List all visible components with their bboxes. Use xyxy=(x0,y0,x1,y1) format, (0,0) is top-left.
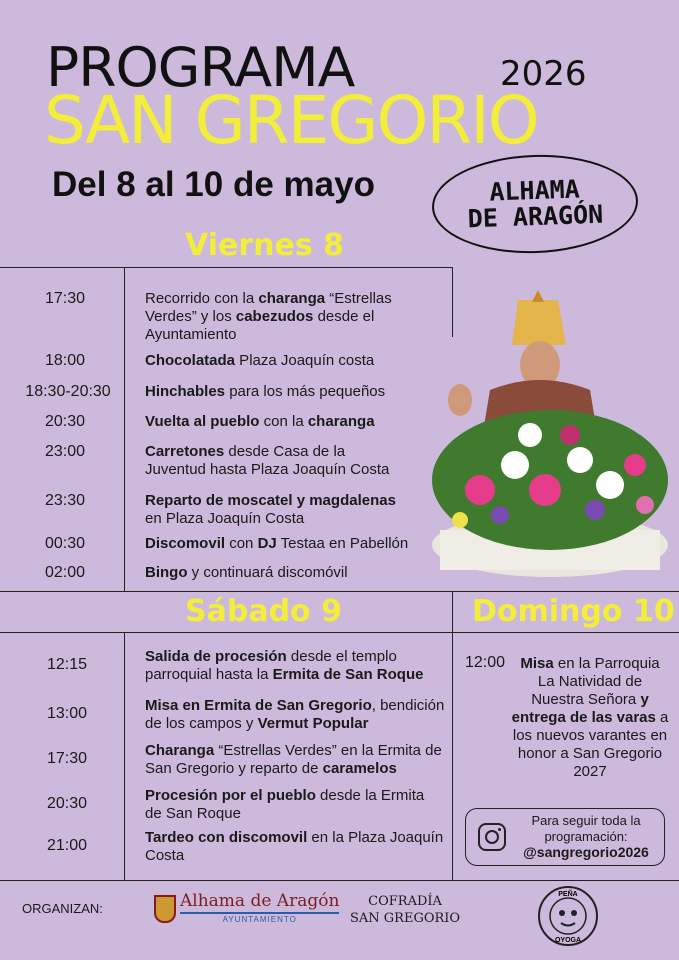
text-fragment: desde el Ayuntamiento xyxy=(145,308,375,343)
text-fragment: en la Parroquia La Natividad de Nuestra Señora xyxy=(531,655,660,708)
coat-of-arms-icon xyxy=(154,895,176,923)
sunday-title: Domingo 10 xyxy=(472,594,675,629)
event-time: 20:30 xyxy=(46,795,88,812)
social-handle[interactable]: @sangregorio2026 xyxy=(523,844,649,861)
text-fragment: desde la Ermita de San Roque xyxy=(145,787,425,822)
event-time: 00:30 xyxy=(44,535,86,552)
org1-name: Alhama de Aragón xyxy=(180,891,340,911)
highlight-text: Misa xyxy=(520,655,554,672)
text-fragment: Testaa en Pabellón xyxy=(276,535,409,552)
event-description xyxy=(145,413,410,431)
event-time: 23:00 xyxy=(44,443,86,460)
org2-line1: COFRADÍA xyxy=(368,894,442,909)
text-fragment: desde el templo parroquial hasta la xyxy=(145,648,397,683)
highlight-text: charanga xyxy=(307,413,375,430)
title-programa: PROGRAMA xyxy=(46,36,355,99)
saturday-title: Sábado 9 xyxy=(185,594,342,629)
instagram-icon xyxy=(478,823,506,851)
event-time: 17:30 xyxy=(44,290,86,307)
org3-top: PEÑA xyxy=(558,891,578,898)
text-fragment: en Plaza Joaquín Costa xyxy=(145,510,305,527)
highlight-text: Tardeo con discomovil xyxy=(145,829,308,846)
org2-line2: SAN GREGORIO xyxy=(350,910,461,926)
highlight-text: Bingo xyxy=(145,564,188,581)
town-line1: ALHAMA xyxy=(488,174,581,207)
highlight-text: cabezudos xyxy=(235,308,314,325)
event-description xyxy=(145,787,445,823)
event-time: 18:30-20:30 xyxy=(25,383,111,400)
event-time: 13:00 xyxy=(46,705,88,722)
divider xyxy=(0,591,679,592)
text-fragment: para los más pequeños xyxy=(225,383,386,400)
highlight-text: Salida de procesión xyxy=(145,648,287,665)
highlight-text: Vuelta al pueblo xyxy=(145,413,260,430)
org1-sub: AYUNTAMIENTO xyxy=(180,912,339,924)
highlight-text: y entrega de las varas xyxy=(511,691,656,726)
event-time: 12:15 xyxy=(46,656,88,673)
year: 2026 xyxy=(500,54,587,94)
sunday-time: 12:00 xyxy=(464,654,506,671)
event-description xyxy=(145,742,445,778)
title-san-gregorio: SAN GREGORIO xyxy=(44,82,538,159)
event-time: 20:30 xyxy=(44,413,86,430)
event-description xyxy=(145,290,395,344)
ayuntamiento-logo xyxy=(154,893,339,924)
highlight-text: Chocolatada xyxy=(145,352,236,369)
highlight-text: Vermut Popular xyxy=(257,715,369,732)
event-description xyxy=(145,564,410,582)
highlight-text: caramelos xyxy=(322,760,397,777)
highlight-text: Reparto de moscatel y magdalenas xyxy=(145,492,396,509)
divider xyxy=(0,632,679,633)
divider xyxy=(124,632,125,880)
highlight-text: Hinchables xyxy=(145,383,226,400)
text-fragment: con la xyxy=(259,413,308,430)
text-fragment: con xyxy=(225,535,258,552)
highlight-text: charanga xyxy=(258,290,326,307)
org3-bottom: OYOGA xyxy=(554,937,582,944)
text-fragment: , bendición de los campos y xyxy=(145,697,445,732)
text-fragment: Recorrido con la xyxy=(145,290,259,307)
divider xyxy=(124,267,125,591)
sunday-description xyxy=(510,655,670,781)
event-description xyxy=(145,648,445,684)
event-time: 18:00 xyxy=(44,352,86,369)
event-description xyxy=(145,492,410,528)
event-time: 21:00 xyxy=(46,837,88,854)
text-fragment: “Estrellas Verdes” en la Ermita de San Gregorio y reparto de xyxy=(145,742,442,777)
text-fragment: y continuará discomóvil xyxy=(187,564,348,581)
divider xyxy=(0,880,679,881)
organizers-label: ORGANIZAN: xyxy=(22,901,103,916)
cofradia-logo xyxy=(350,894,460,928)
highlight-text: Discomovil xyxy=(145,535,226,552)
text-fragment: “Estrellas Verdes” y los xyxy=(145,290,392,325)
town-badge xyxy=(430,151,639,256)
highlight-text: Procesión por el pueblo xyxy=(145,787,316,804)
divider xyxy=(0,267,452,268)
divider xyxy=(452,591,453,880)
event-description xyxy=(145,443,410,479)
event-time: 17:30 xyxy=(46,750,88,767)
event-description xyxy=(145,829,445,865)
event-description xyxy=(145,535,410,553)
event-time: 02:00 xyxy=(44,564,86,581)
highlight-text: Misa en Ermita de San Gregorio xyxy=(145,697,372,714)
text-fragment: en la Plaza Joaquín Costa xyxy=(145,829,444,864)
saint-statue-image xyxy=(420,290,679,590)
event-description xyxy=(145,697,445,733)
text-fragment: Plaza Joaquín costa xyxy=(235,352,375,369)
highlight-text: Charanga xyxy=(145,742,215,759)
highlight-text: DJ xyxy=(257,535,277,552)
highlight-text: Carretones xyxy=(145,443,225,460)
text-fragment: desde Casa de la Juventud hasta Plaza Joaquín Costa xyxy=(145,443,390,478)
date-range: Del 8 al 10 de mayo xyxy=(52,165,375,204)
town-line2: DE ARAGÓN xyxy=(467,199,604,234)
event-description xyxy=(145,383,410,401)
friday-title: Viernes 8 xyxy=(185,228,344,263)
highlight-text: Ermita de San Roque xyxy=(272,666,424,683)
social-text: Para seguir toda la programación: xyxy=(531,813,641,844)
event-description xyxy=(145,352,410,370)
social-box[interactable] xyxy=(465,808,665,866)
pena-oyoga-logo xyxy=(537,885,599,947)
event-time: 23:30 xyxy=(44,492,86,509)
text-fragment: a los nuevos varantes en honor a San Gregorio 2027 xyxy=(512,709,669,780)
